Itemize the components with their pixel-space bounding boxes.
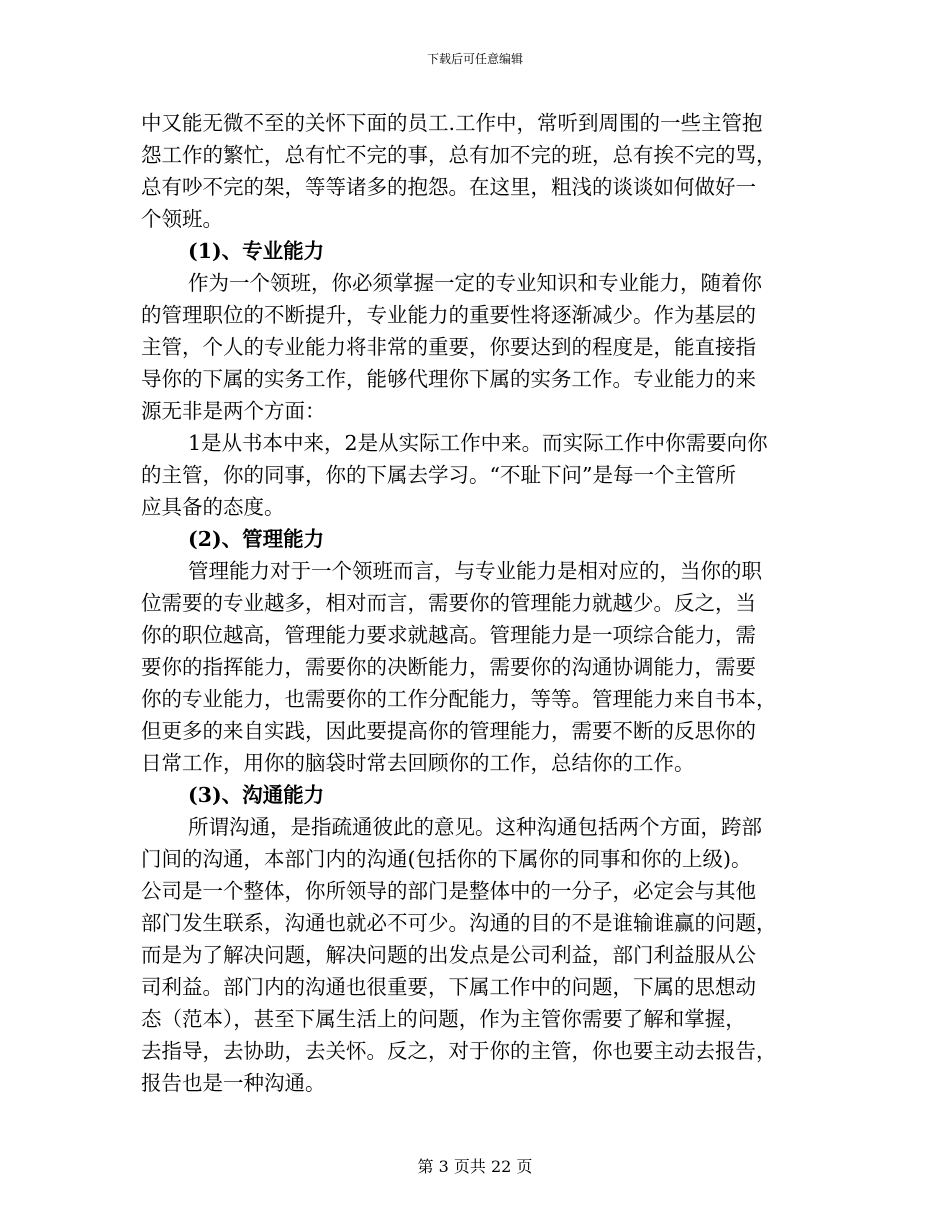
text-line: 导你的下属的实务工作，能够代理你下属的实务工作。专业能力的来	[141, 367, 756, 391]
text-line: 怨工作的繁忙，总有忙不完的事，总有加不完的班，总有挨不完的骂，	[141, 143, 777, 167]
text-line: 作为一个领班，你必须掌握一定的专业知识和专业能力，随着你	[188, 271, 762, 295]
text-line: 的管理职位的不断提升，专业能力的重要性将逐渐减少。作为基层的	[141, 303, 756, 327]
section-heading: (2)、管理能力	[188, 527, 325, 551]
text-line: 门间的沟通，本部门内的沟通(包括你的下属你的同事和你的上级)。	[141, 847, 752, 871]
text-line: 应具备的态度。	[141, 495, 285, 519]
text-line: 司利益。部门内的沟通也很重要，下属工作中的问题，下属的思想动	[141, 975, 756, 999]
text-line: 报告也是一种沟通。	[141, 1071, 326, 1095]
text-line: 但更多的来自实践，因此要提高你的管理能力，需要不断的反思你的	[141, 719, 756, 743]
text-line: 你的专业能力，也需要你的工作分配能力，等等。管理能力来自书本，	[141, 687, 777, 711]
text-line: 公司是一个整体，你所领导的部门是整体中的一分子，必定会与其他	[141, 879, 756, 903]
text-line: 日常工作，用你的脑袋时常去回顾你的工作，总结你的工作。	[141, 751, 695, 775]
text-line: 个领班。	[141, 207, 223, 231]
text-line: 主管，个人的专业能力将非常的重要，你要达到的程度是，能直接指	[141, 335, 756, 359]
page-header: 下载后可任意编辑	[426, 52, 523, 66]
text-line: 位需要的专业越多，相对而言，需要你的管理能力就越少。反之，当	[141, 591, 756, 615]
text-line: 态（范本），甚至下属生活上的问题，作为主管你需要了解和掌握，	[141, 1007, 746, 1031]
section-heading: (3)、沟通能力	[188, 783, 325, 807]
text-line: 去指导，去协助，去关怀。反之，对于你的主管，你也要主动去报告，	[141, 1039, 777, 1063]
document-body	[141, 107, 811, 1099]
text-line: 源无非是两个方面：	[141, 399, 326, 423]
text-line: 部门发生联系，沟通也就必不可少。沟通的目的不是谁输谁赢的问题，	[141, 911, 777, 935]
text-line: 中又能无微不至的关怀下面的员工.工作中，常听到周围的一些主管抱	[141, 111, 763, 135]
text-line: 而是为了解决问题，解决问题的出发点是公司利益，部门利益服从公	[141, 943, 756, 967]
page-number: 第 3 页共 22 页	[417, 1157, 533, 1176]
section-heading: (1)、专业能力	[188, 239, 325, 263]
text-line: 管理能力对于一个领班而言，与专业能力是相对应的，当你的职	[188, 559, 762, 583]
text-line: 的主管，你的同事，你的下属去学习。“不耻下问”是每一个主管所	[141, 463, 736, 487]
text-line: 总有吵不完的架，等等诸多的抱怨。在这里，粗浅的谈谈如何做好一	[141, 175, 756, 199]
text-line: 所谓沟通，是指疏通彼此的意见。这种沟通包括两个方面，跨部	[188, 815, 762, 839]
text-line: 你的职位越高，管理能力要求就越高。管理能力是一项综合能力，需	[141, 623, 756, 647]
text-line: 1是从书本中来，2是从实际工作中来。而实际工作中你需要向你	[188, 431, 768, 455]
text-line: 要你的指挥能力，需要你的决断能力，需要你的沟通协调能力，需要	[141, 655, 756, 679]
